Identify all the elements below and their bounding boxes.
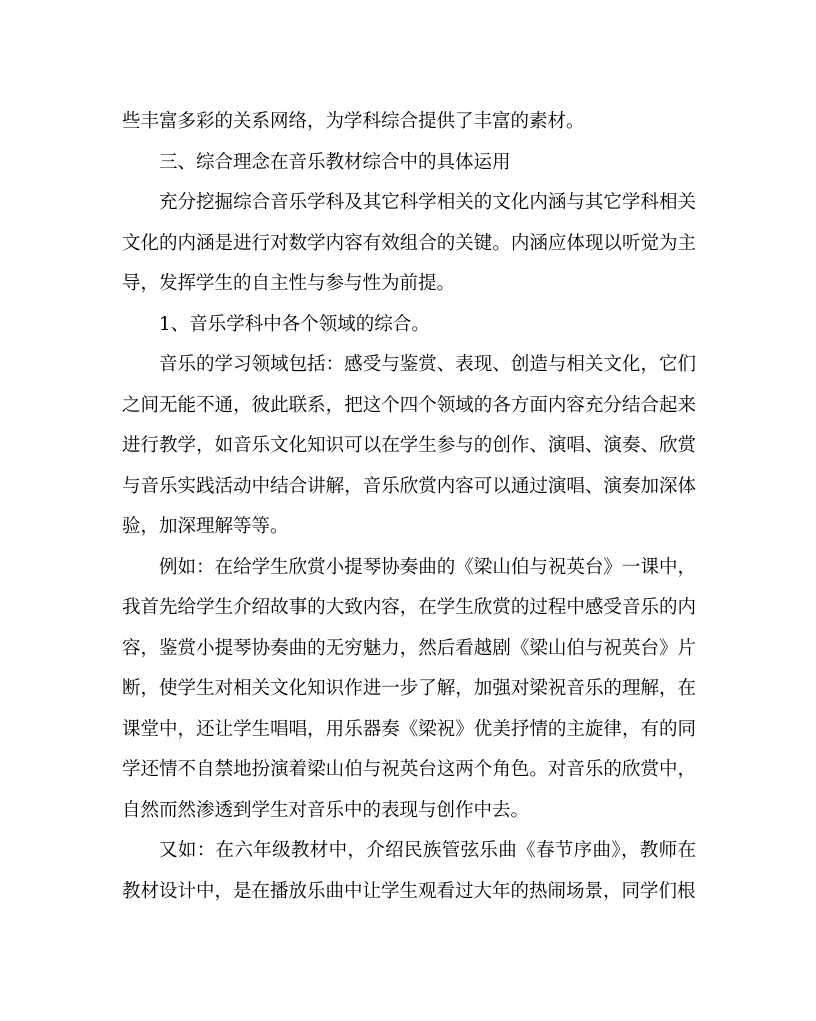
paragraph: 音乐的学习领域包括：感受与鉴赏、表现、创造与相关文化，它们之间无能不通，彼此联系，把这个四个领域的各方面内容充分结合起来进行教学，如音乐文化知识可以在学生参与的创作、演唱、演奏、欣赏与音乐实践活动中结合讲解，音乐欣赏内容可以通过演唱、演奏加深体验，加深理解等等。: [122, 354, 696, 537]
paragraph: 例如：在给学生欣赏小提琴协奏曲的《梁山伯与祝英台》一课中，我首先给学生介绍故事的大致内容，在学生欣赏的过程中感受音乐的内容，鉴赏小提琴协奏曲的无穷魅力，然后看越剧《梁山伯与祝英台》片断，使学生对相关文化知识作进一步了解，加强对梁祝音乐的理解，在课堂中，还让学生唱唱，用乐器奏《梁祝》优美抒情的主旋律，有的同学还情不自禁地扮演着梁山伯与祝英台这两个角色。对音乐的欣赏中，自然而然渗透到学生对音乐中的表现与创作中去。: [122, 556, 696, 821]
paragraph-continuation: 些丰富多彩的关系网络，为学科综合提供了丰富的素材。: [122, 111, 585, 132]
section-heading: 三、综合理念在音乐教材综合中的具体运用: [159, 151, 511, 173]
document-body: [122, 102, 696, 912]
paragraph: 充分挖掘综合音乐学科及其它科学相关的文化内涵与其它学科相关文化的内涵是进行对数学内容有效组合的关键。内涵应体现以听觉为主导，发挥学生的自主性与参与性为前提。: [122, 192, 696, 294]
paragraph: 又如：在六年级教材中，介绍民族管弦乐曲《春节序曲》，教师在教材设计中，是在播放乐曲中让学生观看过大年的热闹场景，同学们根: [122, 840, 696, 902]
subsection-heading: 1、音乐学科中各个领域的综合。: [159, 313, 430, 335]
